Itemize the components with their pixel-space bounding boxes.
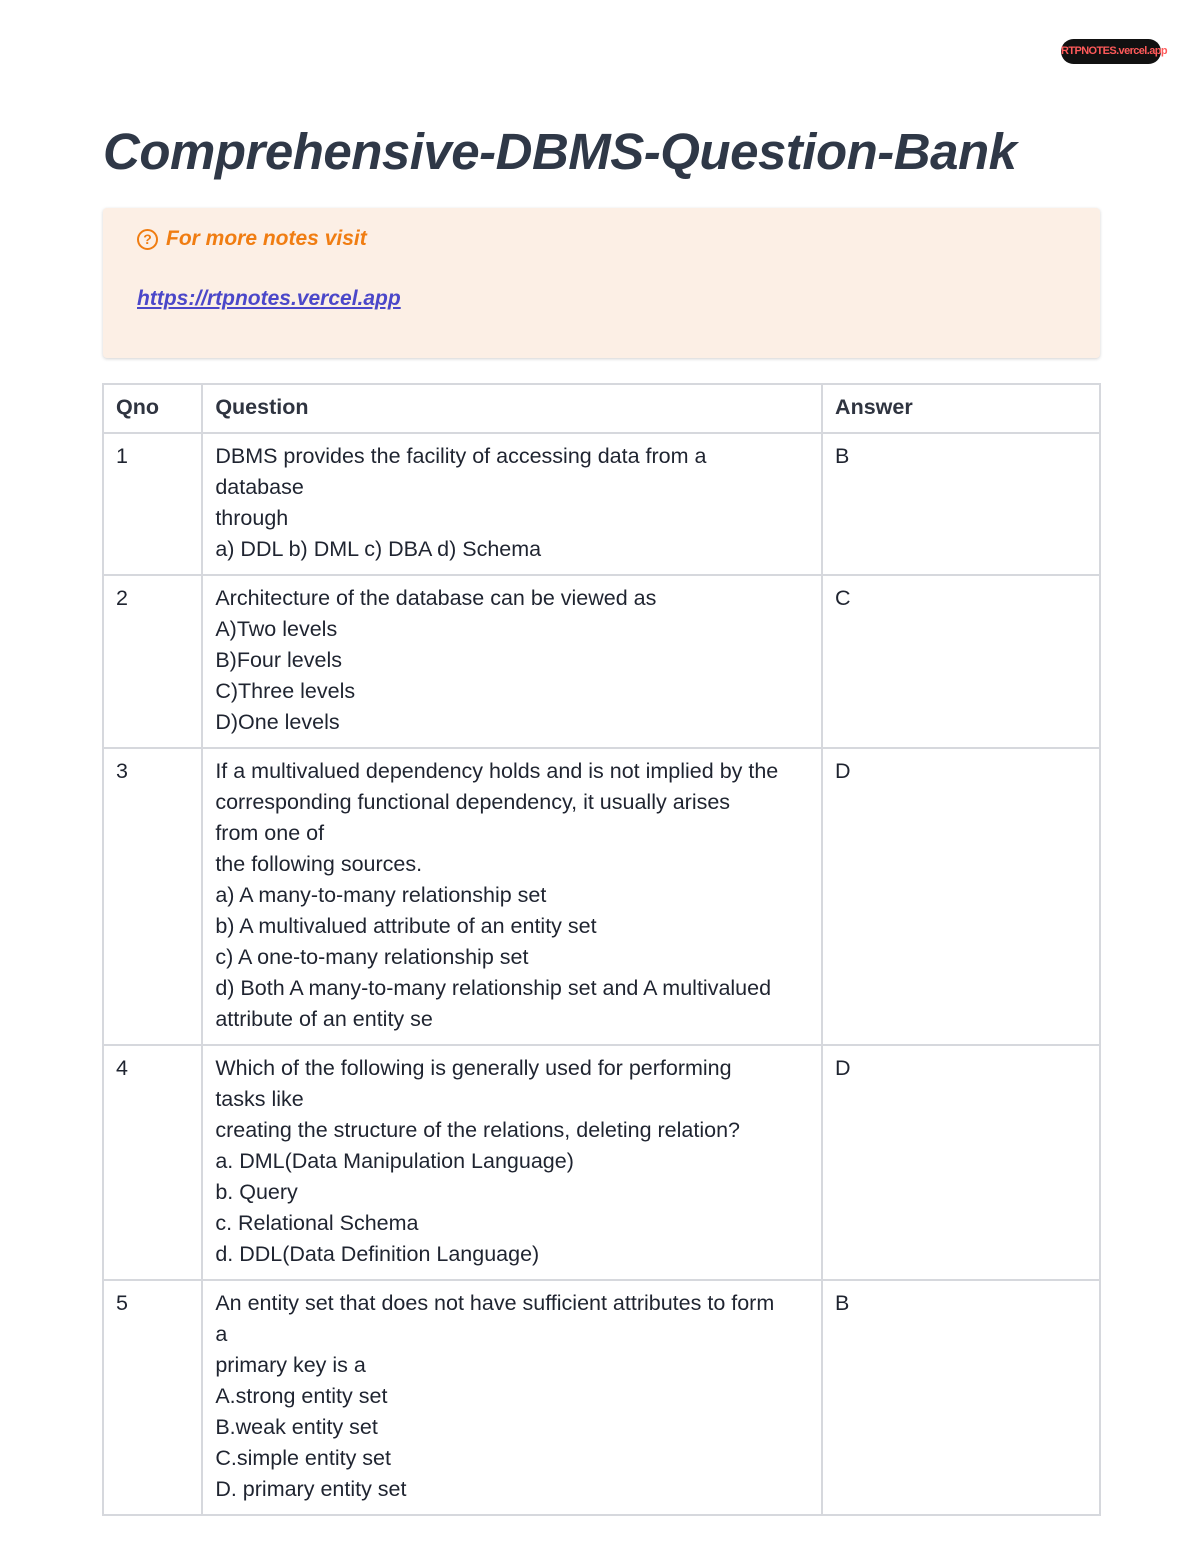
table-row [103, 1280, 1100, 1515]
question-circle-icon: ? [137, 229, 158, 250]
answer-cell: B [822, 1280, 1100, 1515]
question-line: creating the structure of the relations, deleting relation? [215, 1118, 740, 1142]
question-line: primary key is a [215, 1353, 366, 1377]
question-line: attribute of an entity se [215, 1007, 433, 1031]
callout-heading-row [137, 227, 367, 251]
answer-cell: D [822, 748, 1100, 1045]
question-line: C)Three levels [215, 679, 356, 703]
question-line: through [215, 506, 289, 530]
question-table [102, 383, 1101, 1516]
question-line: B.weak entity set [215, 1415, 378, 1439]
question-cell [202, 1280, 822, 1515]
notes-link[interactable]: https://rtpnotes.vercel.app [137, 287, 401, 310]
question-line: c) A one-to-many relationship set [215, 945, 529, 969]
question-line: Architecture of the database can be viewed as [215, 586, 657, 610]
question-line: tasks like [215, 1087, 304, 1111]
table-row [103, 575, 1100, 748]
question-line: the following sources. [215, 852, 423, 876]
question-line: corresponding functional dependency, it usually arises [215, 790, 731, 814]
qno-cell: 5 [103, 1280, 202, 1515]
question-line: DBMS provides the facility of accessing data from a [215, 444, 707, 468]
table-header-row [103, 384, 1100, 433]
site-badge: RTPNOTES.vercel.app [1061, 39, 1161, 64]
question-line: D. primary entity set [215, 1477, 407, 1501]
question-line: a. DML(Data Manipulation Language) [215, 1149, 574, 1173]
question-line: a [215, 1322, 228, 1346]
callout-heading: For more notes visit [166, 227, 367, 250]
question-line: c. Relational Schema [215, 1211, 419, 1235]
answer-cell: B [822, 433, 1100, 575]
answer-cell: D [822, 1045, 1100, 1280]
header-qno: Qno [103, 384, 202, 433]
question-line: A)Two levels [215, 617, 338, 641]
question-cell [202, 748, 822, 1045]
question-line: b. Query [215, 1180, 298, 1204]
question-line: d) Both A many-to-many relationship set and A multivalued [215, 976, 772, 1000]
qno-cell: 3 [103, 748, 202, 1045]
question-line: B)Four levels [215, 648, 342, 672]
question-line: from one of [215, 821, 325, 845]
answer-cell: C [822, 575, 1100, 748]
qno-cell: 4 [103, 1045, 202, 1280]
question-line: D)One levels [215, 710, 340, 734]
question-line: b) A multivalued attribute of an entity set [215, 914, 597, 938]
question-cell [202, 433, 822, 575]
header-answer: Answer [822, 384, 1100, 433]
question-line: Which of the following is generally used for performing [215, 1056, 732, 1080]
table-row [103, 1045, 1100, 1280]
question-line: C.simple entity set [215, 1446, 391, 1470]
table-body [103, 433, 1100, 1515]
question-line: A.strong entity set [215, 1384, 388, 1408]
table-row [103, 748, 1100, 1045]
question-line: d. DDL(Data Definition Language) [215, 1242, 540, 1266]
question-line: a) A many-to-many relationship set [215, 883, 547, 907]
question-line: An entity set that does not have sufficient attributes to form [215, 1291, 775, 1315]
qno-cell: 1 [103, 433, 202, 575]
notes-callout [103, 208, 1100, 358]
question-cell [202, 1045, 822, 1280]
question-cell [202, 575, 822, 748]
header-question: Question [202, 384, 822, 433]
table-row [103, 433, 1100, 575]
question-line: database [215, 475, 304, 499]
question-line: If a multivalued dependency holds and is not implied by the [215, 759, 779, 783]
qno-cell: 2 [103, 575, 202, 748]
question-line: a) DDL b) DML c) DBA d) Schema [215, 537, 542, 561]
page-title: Comprehensive-DBMS-Question-Bank [103, 123, 1017, 180]
